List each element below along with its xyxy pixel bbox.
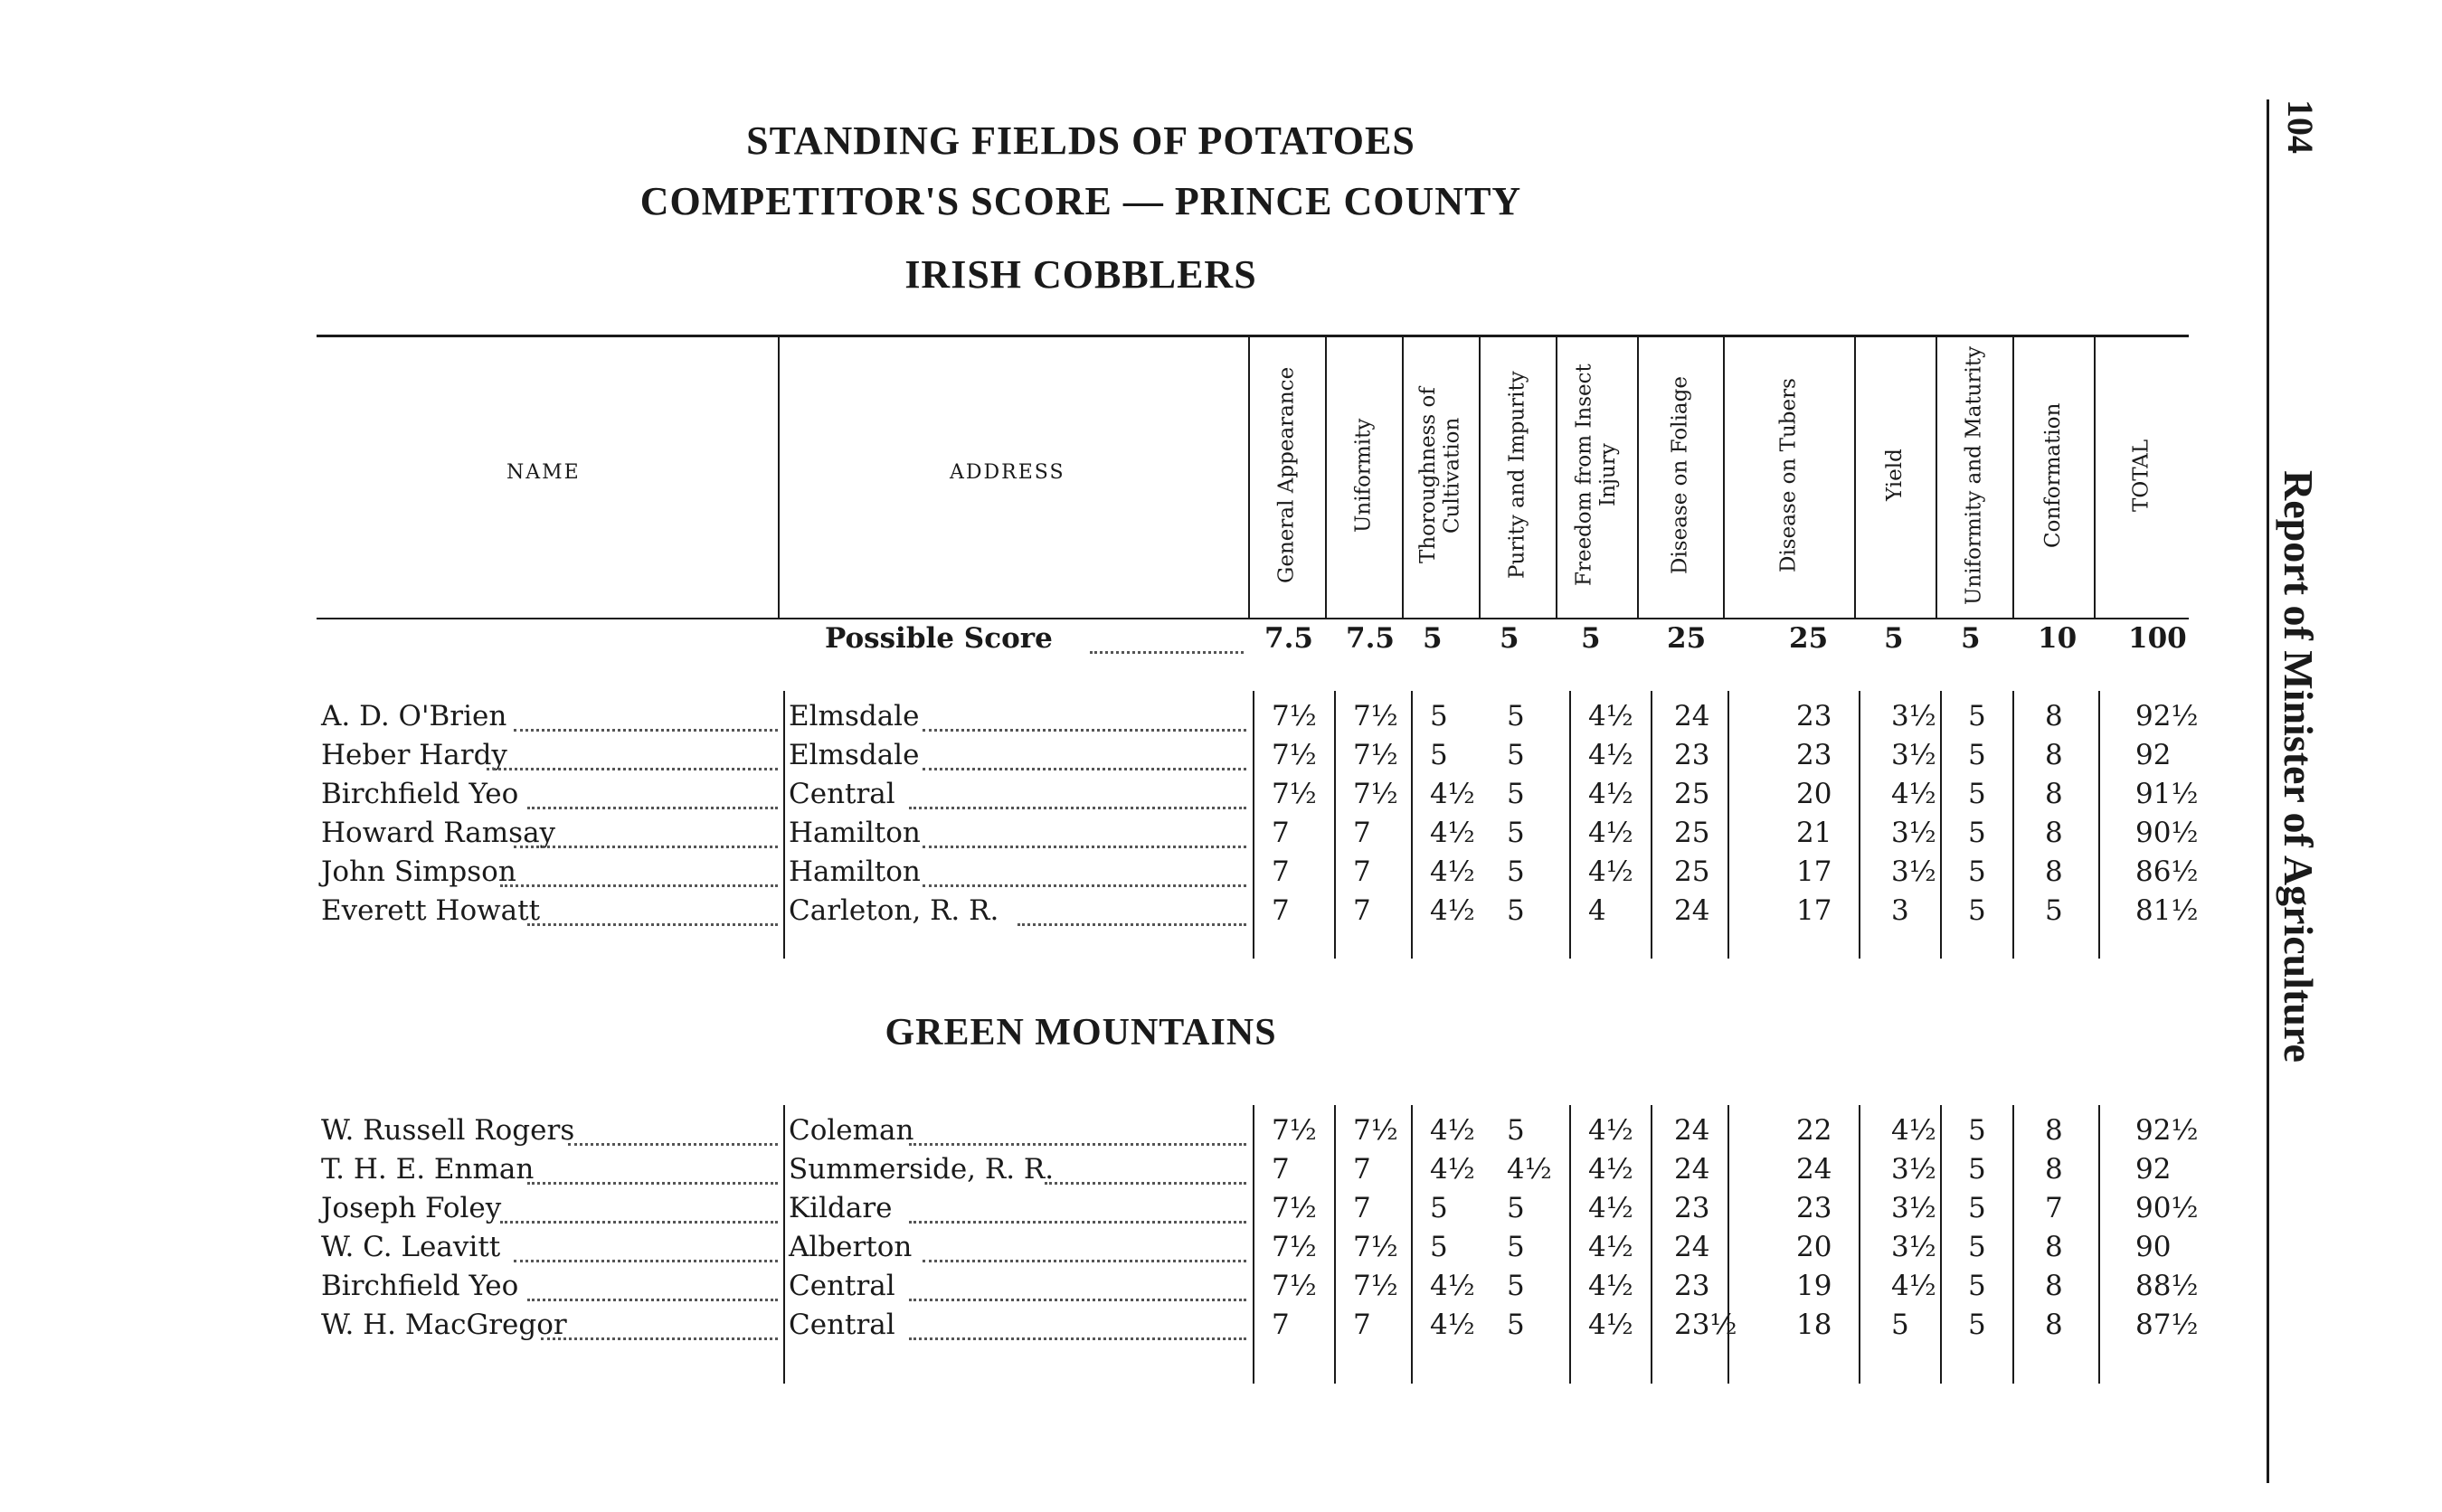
- score-cell: 4½: [1430, 1309, 1475, 1341]
- column-divider: [1253, 1105, 1254, 1384]
- leader-dots: [527, 1299, 778, 1301]
- column-header: General Appearance: [1274, 366, 1299, 584]
- column-header: Uniformity: [1351, 418, 1376, 533]
- column-header: Thoroughness of Cultivation: [1416, 387, 1464, 563]
- score-cell: 4½: [1588, 855, 1633, 888]
- leader-dots: [568, 1143, 778, 1146]
- header-divider: [1479, 336, 1481, 618]
- column-divider: [1859, 1105, 1860, 1384]
- score-cell: 4½: [1588, 778, 1633, 810]
- score-cell: 5: [1507, 1231, 1525, 1263]
- header-divider: [2094, 336, 2096, 618]
- score-cell: 4½: [1430, 1270, 1475, 1302]
- score-cell: 3: [1891, 894, 1909, 927]
- score-cell: 5: [1968, 817, 1986, 849]
- score-cell: 23: [1674, 1192, 1710, 1224]
- competitor-name: Birchfield Yeo: [321, 778, 519, 810]
- header-name: NAME: [506, 461, 581, 484]
- score-cell: 5: [1507, 1192, 1525, 1224]
- column-divider: [1859, 691, 1860, 959]
- score-cell: 25: [1674, 817, 1710, 849]
- competitor-name: W. H. MacGregor: [321, 1309, 567, 1341]
- score-cell: 5: [1968, 894, 1986, 927]
- score-cell: 5: [1968, 1153, 1986, 1186]
- score-cell: 8: [2045, 1309, 2063, 1341]
- score-cell: 3½: [1891, 1153, 1936, 1186]
- score-cell: 5: [1430, 1192, 1448, 1224]
- score-cell: 23: [1796, 739, 1832, 771]
- score-cell: 8: [2045, 817, 2063, 849]
- score-cell: 7½: [1272, 1231, 1317, 1263]
- score-cell: 7½: [1272, 700, 1317, 732]
- score-cell: 7: [1353, 1153, 1371, 1186]
- score-cell: 4½: [1430, 1153, 1475, 1186]
- competitor-address: Hamilton: [789, 855, 921, 888]
- score-cell: 4: [1588, 894, 1606, 927]
- header-address: ADDRESS: [950, 461, 1065, 484]
- score-cell: 7½: [1353, 1270, 1398, 1302]
- competitor-name: Everett Howatt: [321, 894, 541, 927]
- score-cell: 7: [1272, 855, 1290, 888]
- header-divider: [1854, 336, 1856, 618]
- competitor-address: Central: [789, 1309, 895, 1341]
- competitor-name: T. H. E. Enman: [321, 1153, 535, 1186]
- score-cell: 3½: [1891, 1231, 1936, 1263]
- score-cell: 4½: [1430, 855, 1475, 888]
- score-cell: 7½: [1353, 739, 1398, 771]
- section-title-irish-cobblers: IRISH COBBLERS: [904, 252, 1257, 297]
- column-divider: [2012, 1105, 2014, 1384]
- leader-dots: [923, 729, 1246, 732]
- leader-dots: [527, 923, 778, 926]
- score-cell: 7: [1272, 894, 1290, 927]
- score-cell: 21: [1796, 817, 1832, 849]
- score-cell: 5: [1507, 778, 1525, 810]
- competitor-address: Kildare: [789, 1192, 893, 1224]
- score-cell: 8: [2045, 855, 2063, 888]
- leader-dots: [500, 884, 778, 887]
- score-cell: 92: [2135, 1153, 2172, 1186]
- competitor-address: Elmsdale: [789, 739, 920, 771]
- score-cell: 90: [2135, 1231, 2172, 1263]
- score-cell: 92½: [2135, 1114, 2199, 1147]
- header-divider: [1936, 336, 1937, 618]
- score-cell: 5: [1507, 739, 1525, 771]
- score-cell: 5: [1968, 1192, 1986, 1224]
- score-cell: 22: [1796, 1114, 1832, 1147]
- score-cell: 5: [1968, 778, 1986, 810]
- score-cell: 87½: [2135, 1309, 2199, 1341]
- score-cell: 23: [1674, 739, 1710, 771]
- competitor-address: Elmsdale: [789, 700, 920, 732]
- score-cell: 4½: [1588, 700, 1633, 732]
- score-cell: 5: [1507, 1114, 1525, 1147]
- possible-score-value: 100: [2128, 622, 2187, 655]
- leader-dots: [909, 1221, 1246, 1224]
- column-header: TOTAL: [2129, 439, 2153, 512]
- column-divider: [1569, 1105, 1571, 1384]
- score-cell: 4½: [1891, 778, 1936, 810]
- column-divider: [1569, 691, 1571, 959]
- possible-score-value: 7.5: [1264, 622, 1313, 655]
- score-cell: 23: [1796, 1192, 1832, 1224]
- competitor-address: Central: [789, 778, 895, 810]
- competitor-name: W. C. Leavitt: [321, 1231, 501, 1263]
- score-cell: 8: [2045, 1153, 2063, 1186]
- score-cell: 4½: [1507, 1153, 1552, 1186]
- column-divider: [2098, 691, 2100, 959]
- column-divider: [1651, 1105, 1652, 1384]
- score-cell: 5: [1968, 1231, 1986, 1263]
- score-cell: 8: [2045, 1114, 2063, 1147]
- competitor-address: Alberton: [789, 1231, 913, 1263]
- header-divider: [1248, 336, 1250, 618]
- score-cell: 7: [1272, 817, 1290, 849]
- leader-dots: [1090, 651, 1244, 654]
- score-cell: 23: [1674, 1270, 1710, 1302]
- competitor-address: Hamilton: [789, 817, 921, 849]
- score-cell: 5: [1507, 855, 1525, 888]
- score-cell: 86½: [2135, 855, 2199, 888]
- header-bottom-rule: [317, 618, 2189, 619]
- score-cell: 20: [1796, 778, 1832, 810]
- score-cell: 7½: [1353, 700, 1398, 732]
- possible-score-value: 5: [1961, 622, 1981, 655]
- column-divider: [1727, 1105, 1729, 1384]
- score-cell: 7½: [1272, 1270, 1317, 1302]
- running-head: Report of Minister of Agriculture: [2276, 470, 2322, 1063]
- score-cell: 92½: [2135, 700, 2199, 732]
- score-cell: 24: [1796, 1153, 1832, 1186]
- score-cell: 3½: [1891, 1192, 1936, 1224]
- leader-dots: [514, 846, 778, 848]
- score-cell: 24: [1674, 894, 1710, 927]
- header-divider: [1637, 336, 1639, 618]
- score-cell: 3½: [1891, 739, 1936, 771]
- column-header: Conformation: [2040, 402, 2065, 548]
- score-cell: 4½: [1430, 817, 1475, 849]
- score-cell: 5: [1968, 1114, 1986, 1147]
- score-cell: 5: [1891, 1309, 1909, 1341]
- possible-score-value: 5: [1884, 622, 1904, 655]
- score-cell: 24: [1674, 1153, 1710, 1186]
- leader-dots: [541, 1337, 778, 1340]
- column-divider: [1253, 691, 1254, 959]
- score-cell: 7: [1353, 1192, 1371, 1224]
- competitor-address: Central: [789, 1270, 895, 1302]
- score-cell: 4½: [1430, 1114, 1475, 1147]
- score-cell: 4½: [1588, 1153, 1633, 1186]
- possible-score-value: 5: [1423, 622, 1443, 655]
- score-cell: 7½: [1272, 1192, 1317, 1224]
- leader-dots: [909, 807, 1246, 809]
- leader-dots: [923, 1260, 1246, 1262]
- score-cell: 17: [1796, 894, 1832, 927]
- score-cell: 5: [2045, 894, 2063, 927]
- name-address-divider: [783, 1105, 785, 1384]
- header-divider: [1325, 336, 1327, 618]
- name-address-divider: [783, 691, 785, 959]
- column-header: Purity and Impurity: [1505, 371, 1529, 580]
- possible-score-value: 5: [1581, 622, 1601, 655]
- leader-dots: [909, 1337, 1246, 1340]
- header-divider: [1723, 336, 1725, 618]
- column-header: Uniformity and Maturity: [1962, 345, 1986, 605]
- column-divider: [1334, 1105, 1336, 1384]
- score-cell: 5: [1430, 700, 1448, 732]
- page-number: 104: [2280, 99, 2321, 154]
- score-cell: 4½: [1588, 1192, 1633, 1224]
- score-cell: 25: [1674, 855, 1710, 888]
- possible-score-value: 10: [2038, 622, 2078, 655]
- leader-dots: [1018, 923, 1246, 926]
- score-cell: 4½: [1588, 739, 1633, 771]
- score-cell: 7½: [1353, 1114, 1398, 1147]
- score-cell: 7: [1353, 855, 1371, 888]
- competitor-name: Birchfield Yeo: [321, 1270, 519, 1302]
- score-cell: 4½: [1588, 1231, 1633, 1263]
- competitor-address: Summerside, R. R.: [789, 1153, 1055, 1186]
- score-cell: 4½: [1891, 1114, 1936, 1147]
- score-cell: 8: [2045, 778, 2063, 810]
- leader-dots: [500, 1221, 778, 1224]
- score-cell: 5: [1507, 817, 1525, 849]
- score-cell: 5: [1507, 700, 1525, 732]
- page-title-line-1: STANDING FIELDS OF POTATOES: [746, 118, 1415, 163]
- score-cell: 8: [2045, 739, 2063, 771]
- score-cell: 7: [1272, 1153, 1290, 1186]
- score-cell: 90½: [2135, 817, 2199, 849]
- possible-score-label: Possible Score: [825, 622, 1053, 655]
- competitor-name: John Simpson: [321, 855, 516, 888]
- sidebar-rule: [2267, 99, 2269, 1483]
- score-cell: 24: [1674, 1231, 1710, 1263]
- score-cell: 4½: [1891, 1270, 1936, 1302]
- score-cell: 91½: [2135, 778, 2199, 810]
- competitor-name: W. Russell Rogers: [321, 1114, 575, 1147]
- column-divider: [1940, 691, 1942, 959]
- leader-dots: [527, 1182, 778, 1185]
- header-divider: [1402, 336, 1404, 618]
- leader-dots: [923, 846, 1246, 848]
- column-divider: [1411, 1105, 1413, 1384]
- leader-dots: [487, 768, 778, 770]
- leader-dots: [514, 1260, 778, 1262]
- column-divider: [1411, 691, 1413, 959]
- column-header: Disease on Foliage: [1668, 376, 1692, 574]
- score-cell: 5: [1968, 1270, 1986, 1302]
- column-header: Yield: [1882, 449, 1907, 502]
- score-cell: 8: [2045, 700, 2063, 732]
- possible-score-value: 25: [1667, 622, 1707, 655]
- competitor-address: Coleman: [789, 1114, 914, 1147]
- score-cell: 5: [1507, 1270, 1525, 1302]
- score-cell: 5: [1968, 739, 1986, 771]
- leader-dots: [909, 1143, 1246, 1146]
- competitor-name: Joseph Foley: [321, 1192, 502, 1224]
- score-cell: 7: [1353, 894, 1371, 927]
- score-cell: 23: [1796, 700, 1832, 732]
- competitor-address: Carleton, R. R.: [789, 894, 999, 927]
- column-divider: [1940, 1105, 1942, 1384]
- competitor-name: A. D. O'Brien: [321, 700, 507, 732]
- score-cell: 4½: [1588, 1270, 1633, 1302]
- score-cell: 7: [2045, 1192, 2063, 1224]
- score-cell: 5: [1430, 739, 1448, 771]
- score-cell: 18: [1796, 1309, 1832, 1341]
- column-divider: [2098, 1105, 2100, 1384]
- score-cell: 7½: [1272, 739, 1317, 771]
- possible-score-value: 25: [1789, 622, 1829, 655]
- score-cell: 7½: [1272, 778, 1317, 810]
- score-cell: 5: [1507, 894, 1525, 927]
- score-cell: 4½: [1430, 778, 1475, 810]
- competitor-name: Howard Ramsay: [321, 817, 556, 849]
- score-cell: 19: [1796, 1270, 1832, 1302]
- score-cell: 4½: [1588, 1114, 1633, 1147]
- header-divider: [1556, 336, 1557, 618]
- score-cell: 5: [1968, 1309, 1986, 1341]
- leader-dots: [1045, 1182, 1246, 1185]
- score-cell: 5: [1507, 1309, 1525, 1341]
- score-cell: 24: [1674, 1114, 1710, 1147]
- score-cell: 5: [1430, 1231, 1448, 1263]
- column-header: Freedom from Insect Injury: [1572, 364, 1620, 587]
- score-cell: 4½: [1430, 894, 1475, 927]
- score-cell: 7: [1272, 1309, 1290, 1341]
- column-divider: [1651, 691, 1652, 959]
- score-cell: 20: [1796, 1231, 1832, 1263]
- score-cell: 8: [2045, 1270, 2063, 1302]
- score-cell: 4½: [1588, 1309, 1633, 1341]
- score-cell: 7: [1353, 1309, 1371, 1341]
- score-cell: 23½: [1674, 1309, 1737, 1341]
- score-cell: 5: [1968, 700, 1986, 732]
- leader-dots: [923, 884, 1246, 887]
- header-divider: [2012, 336, 2014, 618]
- leader-dots: [909, 1299, 1246, 1301]
- score-cell: 7½: [1353, 1231, 1398, 1263]
- score-cell: 5: [1968, 855, 1986, 888]
- score-cell: 25: [1674, 778, 1710, 810]
- score-cell: 24: [1674, 700, 1710, 732]
- competitor-name: Heber Hardy: [321, 739, 507, 771]
- page-title-line-2: COMPETITOR'S SCORE — PRINCE COUNTY: [639, 179, 1522, 223]
- column-divider: [1727, 691, 1729, 959]
- score-cell: 81½: [2135, 894, 2199, 927]
- possible-score-value: 7.5: [1346, 622, 1395, 655]
- leader-dots: [514, 729, 778, 732]
- score-cell: 92: [2135, 739, 2172, 771]
- column-divider: [1334, 691, 1336, 959]
- section-title-green-mountains: GREEN MOUNTAINS: [885, 1012, 1277, 1054]
- column-divider: [2012, 691, 2014, 959]
- score-cell: 90½: [2135, 1192, 2199, 1224]
- column-header: Disease on Tubers: [1776, 378, 1801, 572]
- score-cell: 3½: [1891, 855, 1936, 888]
- score-cell: 7: [1353, 817, 1371, 849]
- score-cell: 7½: [1272, 1114, 1317, 1147]
- score-cell: 17: [1796, 855, 1832, 888]
- table-top-rule: [317, 335, 2189, 337]
- score-cell: 88½: [2135, 1270, 2199, 1302]
- possible-score-value: 5: [1500, 622, 1519, 655]
- leader-dots: [923, 768, 1246, 770]
- score-cell: 3½: [1891, 700, 1936, 732]
- score-cell: 4½: [1588, 817, 1633, 849]
- score-cell: 3½: [1891, 817, 1936, 849]
- leader-dots: [527, 807, 778, 809]
- header-divider-name-address: [778, 336, 780, 618]
- score-cell: 7½: [1353, 778, 1398, 810]
- score-cell: 8: [2045, 1231, 2063, 1263]
